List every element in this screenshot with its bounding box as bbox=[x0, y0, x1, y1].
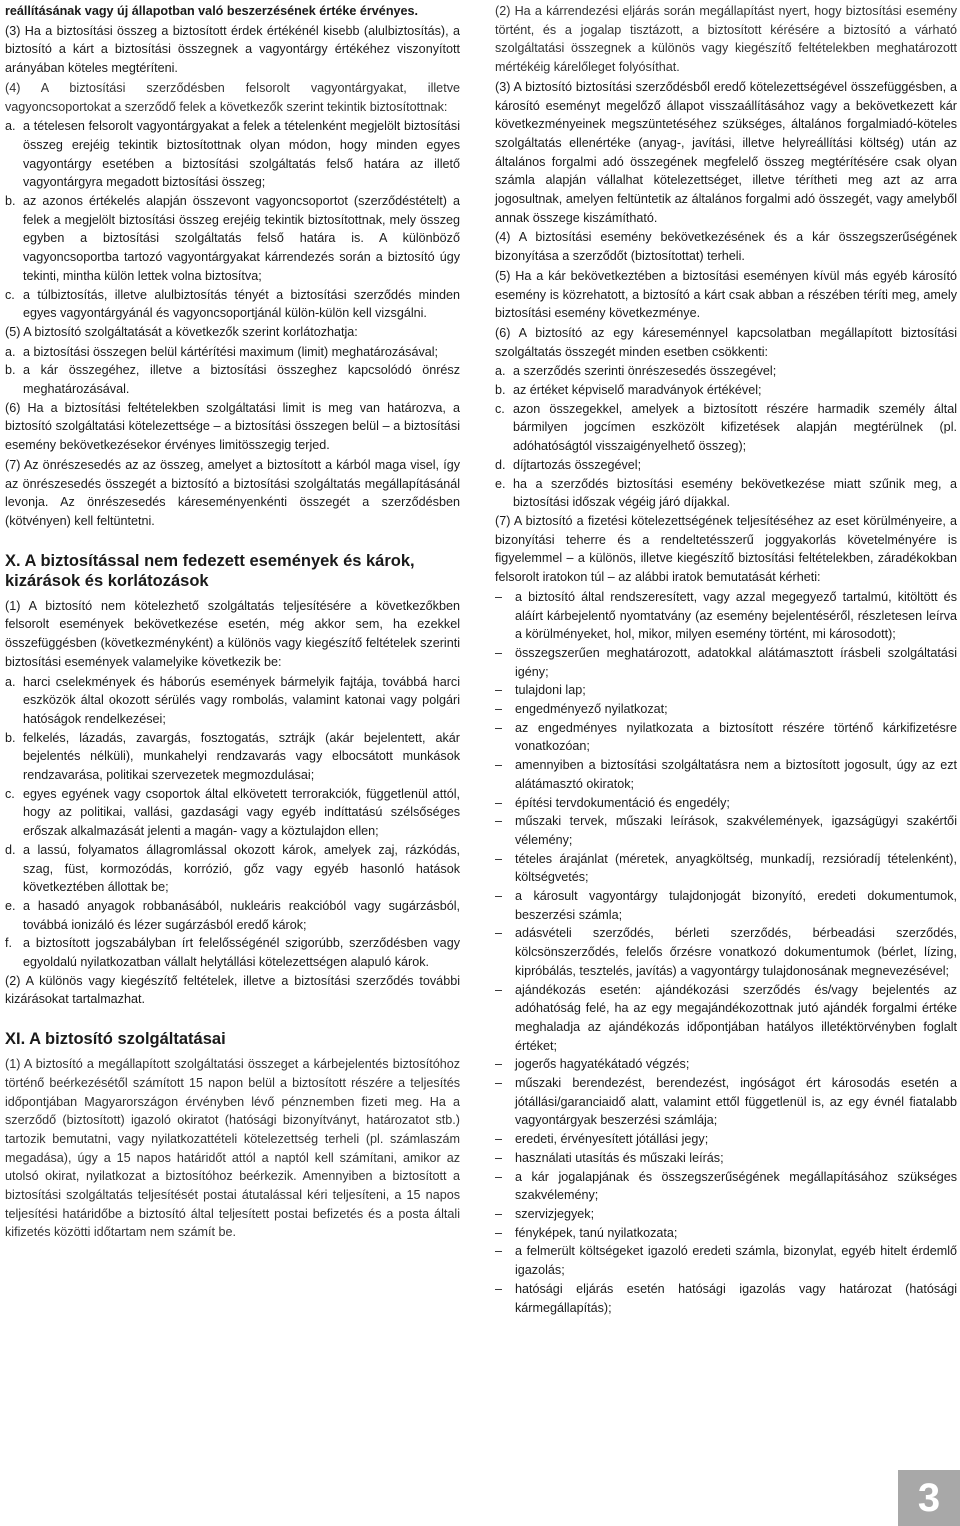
list-item bbox=[5, 673, 460, 729]
list-item-label: a. bbox=[5, 674, 16, 689]
list-item-text: szervizjegyek; bbox=[515, 1207, 595, 1221]
dash-bullet: – bbox=[495, 702, 503, 717]
section-xi-heading: XI. A biztosító szolgáltatásai bbox=[5, 1030, 226, 1049]
list-item-text: felkelés, lázadás, zavargás, fosztogatás, sztrájk (akár bejelentett, akár bejelentés nélküli), munkahelyi rendzavarás vagy elbocsátott munkások rendzavarása, politikai szervezetek megmozdulásai; bbox=[23, 730, 460, 783]
list-item bbox=[5, 192, 460, 286]
list-item-text: tételes árajánlat (méretek, anyagköltség, munkadíj, rezsióradíj tételenként), költségvetés; bbox=[515, 851, 957, 885]
list-item-text: amennyiben a biztosítási szolgáltatásra nem a biztosított jogosult, úgy az ezt alátámasztó okiratok; bbox=[515, 758, 957, 791]
dash-bullet: – bbox=[495, 1057, 503, 1072]
list-item-label: b. bbox=[5, 363, 16, 378]
list-item-label: b. bbox=[5, 194, 16, 209]
list-item bbox=[5, 729, 460, 785]
section-xi-paragraph-1: (1) A biztosító a megállapított szolgáltatási összeget a kárbejelentés biztosítóhoz történő beérkezésétől számított 15 napon belül a biztosított részére a teljesítés időpontjában Magyarországon érvényben lévő pénznemben fizeti meg. Ha a szerződő (biztosított) igazoló okiratot (hatósági bizonyítványt, határozatot stb.) tartozik bemutatni, vagy nyilatkozattételi kötelezettség terheli (pl. számlaszám megadása), úgy a 15 napos határidőt attól a naptól kell számítani, amikor az utolsó okirat, nyilatkozat a biztosítóhoz beérkezik. Amennyiben a biztosított a biztosítási szolgáltatás teljesítését postai átutalással kéri teljesíteni, a 15 napos teljesítési határidőbe a biztosító által teljesített postai befizetés és a posta általi kifizetés közötti időtartam nem számít be. bbox=[5, 1057, 460, 1240]
list-item-text: harci cselekmények és háborús események bármelyik fajtája, továbbá harci eszközök által okozott sérülés vagy rombolás, valamint katonai vagy polgári hatóságok rendelkezései; bbox=[23, 674, 460, 726]
page-number: 3 bbox=[898, 1470, 960, 1526]
required-documents-list bbox=[495, 588, 957, 1317]
list-item-label: c. bbox=[5, 287, 15, 302]
section-x-paragraph-2: (2) A különös vagy kiegészítő feltételek, illetve a biztosítási szerződés további kizárásokat tartalmazhat. bbox=[5, 973, 460, 1007]
list-item-text: egyes egyének vagy csoportok által elkövetett terrorakciók, függetlenül attól, hogy az politikai, vallási, gazdasági vagy egyéb indíttatású szélsőséges erőszak alkalmazását jelenti a magán- vagy a köztulajdon ellen; bbox=[23, 786, 460, 839]
section-x-paragraph-1: (1) A biztosító nem kötelezhető szolgáltatás teljesítésére a következőkben felsorolt események bekövetkezése esetén, még akkor sem, ha ezekkel összefüggésben (következményként) a különös vagy kiegészítő feltételek szerinti biztosítási események valamelyike következik be: bbox=[5, 598, 460, 669]
dash-bullet: – bbox=[495, 1281, 503, 1296]
list-item bbox=[495, 700, 957, 719]
list-item-label: b. bbox=[495, 383, 506, 398]
paragraph-7: (7) Az önrészesedés az az összeg, amelyet a biztosított a kárból maga visel, így az önrészesedés összegét a biztosító a biztosítási szolgáltatás megállapításánál levonja. Az önrészesedés káreseményenkénti összegét a szerződésben (kötvényen) kell feltüntetni. bbox=[5, 457, 460, 528]
list-item bbox=[495, 850, 957, 887]
list-item bbox=[495, 588, 957, 644]
dash-bullet: – bbox=[495, 1076, 503, 1091]
list-item-text: a biztosítási összegen belül kártérítési maximum (limit) meghatározásával; bbox=[23, 344, 439, 359]
list-item bbox=[495, 381, 957, 400]
list-item-text: összegszerűen meghatározott, adatokkal alátámasztott írásbeli szolgáltatási igény; bbox=[515, 645, 957, 679]
list-item-text: a károsult vagyontárgy tulajdonjogát bizonyító, eredeti dokumentumok, beszerzési számla; bbox=[515, 889, 957, 922]
list-item-text: az azonos értékelés alapján összevont vagyoncsoportot (szerződéstételt) a felek a megjelölt biztosítási összeg erejéig tekintik biztosítottnak, mely összeg egyben a biztosítási szolgáltatás felső határa is. A különböző vagyoncsoportba tartozó vagyontárgyakat kárrendezés során a biztosító úgy tekinti, mintha külön lettek volna biztosítva; bbox=[23, 194, 460, 283]
list-item-text: eredeti, érvényesített jótállási jegy; bbox=[515, 1132, 709, 1147]
list-item bbox=[495, 794, 957, 813]
dash-bullet: – bbox=[495, 1169, 503, 1184]
list-item bbox=[5, 934, 460, 971]
list-item-text: az értéket képviselő maradványok értékével; bbox=[513, 383, 762, 398]
list-item-text: adásvételi szerződés, bérleti szerződés, bérbeadási szerződés, kölcsönszerződés, felelős őrzésre vonatkozó dokumentumok (bérlet, lízing, kipróbálás, tesztelés, javítás) a vagyontárgy tulajdonosának megnevezésével; bbox=[515, 926, 957, 978]
right-paragraph-2: (2) Ha a kárrendezési eljárás során megállapítást nyert, hogy biztosítási esemény történt, és a jogalap tisztázott, a biztosított kérésére a biztosító a várható szolgáltatási összegnek a különös vagy kiegészítő feltételekben meghatározott mértékéig kárelőleget folyósíthat. bbox=[495, 4, 957, 75]
list-item bbox=[495, 1224, 957, 1243]
dash-bullet: – bbox=[495, 926, 503, 941]
list-item bbox=[495, 1130, 957, 1149]
section-x-list bbox=[5, 673, 460, 972]
right-paragraph-7: (7) A biztosító a fizetési kötelezettségének teljesítéséhez az eset körülményeire, a bizonyítási teherre és a rendeltetésszerű joggyakorlás követelményére is figyelemmel – a különös, illetve kiegészítő biztosítási feltételekben, záradékokban felsorolt iratokon túl – az alábbi iratok bemutatását kérheti: bbox=[495, 513, 957, 585]
right-paragraph-6: (6) A biztosító az egy káreseménnyel kapcsolatban megállapított biztosítási szolgáltatás összegét minden esetben csökkenti: bbox=[495, 325, 957, 359]
list-item bbox=[5, 897, 460, 934]
list-item bbox=[5, 343, 460, 362]
list-item-text: tulajdoni lap; bbox=[515, 683, 586, 698]
list-item-label: f. bbox=[5, 936, 12, 951]
list-item-text: műszaki tervek, műszaki leírások, szakvélemények, igazságügyi szakértői vélemény; bbox=[515, 814, 957, 847]
list-item bbox=[495, 1149, 957, 1168]
paragraph-4: (4) A biztosítási szerződésben felsorolt vagyontárgyakat, illetve vagyoncsoportokat a szerződő felek a következők szerint tekintik biztosítottnak: bbox=[5, 80, 460, 114]
list-item-text: jogerős hagyatékátadó végzés; bbox=[515, 1057, 690, 1072]
dash-bullet: – bbox=[495, 683, 503, 698]
list-item-label: a. bbox=[5, 344, 16, 359]
list-item-text: fényképek, tanú nyilatkozata; bbox=[515, 1225, 678, 1240]
dash-bullet: – bbox=[495, 1225, 503, 1240]
list-item-text: ha a szerződés biztosítási esemény bekövetkezése miatt szűnik meg, a biztosítási időszak végéig járó díjakkal. bbox=[513, 476, 957, 510]
list-item-text: a kár jogalapjának és összegszerűségének megállapításához szükséges szakvélemény; bbox=[515, 1169, 957, 1203]
right-paragraph-3: (3) A biztosító biztosítási szerződésből eredő kötelezettségével összefüggésben, a károsító eseményt megelőző állapot visszaállításához vagy a bekövetkezett kár következményeinek megszüntetéséhez szükséges, általános forgalmiadó-köteles szolgáltatás ellenértéke (anyag-, javítási, illetve helyreállítási költség) után az általános forgalmi adó összegének megfelelő összeg megtérítésére csak olyan számla alapján vállalhat kötelezettséget, illetve térítheti meg azt az arra jogosultnak, amelyen feltüntetik az általános forgalmi adó összegét, vagy amelyből annak összege kiszámítható. bbox=[495, 79, 957, 225]
list-item bbox=[495, 981, 957, 1056]
dash-bullet: – bbox=[495, 758, 503, 773]
list-item-label: d. bbox=[495, 457, 506, 472]
list-item bbox=[5, 361, 460, 398]
paragraph-3: (3) Ha a biztosítási összeg a biztosított érdek értékénél kisebb (alulbiztosítás), a biztosító a kárt a biztosítási összegnek a vagyontárgy értékéhez viszonyított arányában köteles megtéríteni. bbox=[5, 23, 460, 76]
paragraph-4-list bbox=[5, 117, 460, 323]
dash-bullet: – bbox=[495, 645, 503, 660]
dash-bullet: – bbox=[495, 589, 503, 604]
list-item-text: a biztosító által rendszeresített, vagy azzal megegyező tartalmú, kitöltött és aláírt kárbejelentő nyomtatvány (az esemény bejelentéséről, részletesen leírva a körülményeket, hol, mikor, milyen esemény történt, mi károsodott); bbox=[515, 589, 957, 642]
list-item bbox=[495, 400, 957, 456]
dash-bullet: – bbox=[495, 720, 503, 735]
list-item bbox=[495, 924, 957, 980]
list-item-text: építési tervdokumentáció és engedély; bbox=[515, 795, 730, 810]
dash-bullet: – bbox=[495, 795, 503, 810]
list-item-text: azon összegekkel, amelyek a biztosított részére harmadik személy által bármilyen jogcímen eszközölt kifizetések alapján megtérülnek (pl. adóhatóságtól visszaigényelhető összeg); bbox=[513, 401, 957, 454]
list-item-label: a. bbox=[495, 364, 506, 379]
section-x-heading: X. A biztosítással nem fedezett események és károk, kizárások és korlátozások bbox=[5, 551, 415, 590]
list-item-text: a hasadó anyagok robbanásából, nukleáris reakcióból vagy sugárzásból, továbbá ionizáló és lézer sugárzásból eredő károk; bbox=[23, 898, 460, 932]
dash-bullet: – bbox=[495, 1132, 503, 1147]
list-item-text: a tételesen felsorolt vagyontárgyakat a felek a tételenként megjelölt biztosítási összeg erejéig tekintik biztosítottnak olyan módon, hogy minden egyes vagyontárgy esetében a biztosítási szolgáltatás felső határa az illető vagyontárgyra megadott biztosítási összeg; bbox=[23, 119, 460, 190]
list-item bbox=[495, 812, 957, 849]
list-item-label: b. bbox=[5, 730, 16, 745]
dash-bullet: – bbox=[495, 1244, 503, 1259]
paragraph-5: (5) A biztosító szolgáltatását a következők szerint korlátozhatja: bbox=[5, 324, 358, 339]
list-item-text: díjtartozás összegével; bbox=[513, 457, 642, 472]
intro-text: reállításának vagy új állapotban való beszerzésének értéke érvényes. bbox=[5, 4, 419, 18]
list-item-text: használati utasítás és műszaki leírás; bbox=[515, 1150, 724, 1165]
list-item-label: a. bbox=[5, 119, 16, 134]
list-item-label: e. bbox=[495, 476, 506, 491]
right-paragraph-5: (5) Ha a kár bekövetkeztében a biztosítási eseményen kívül más egyéb károsító esemény is közrehatott, a biztosító a kárt csak abban a részében téríti meg, amely biztosítási esemény következménye. bbox=[495, 268, 957, 321]
list-item-text: a túlbiztosítás, illetve alulbiztosítás tényét a biztosítási szerződés minden egyes vagyontárgyánál és vagyoncsoportjánál külön-külön kell vizsgálni. bbox=[23, 287, 460, 321]
list-item-text: engedményező nyilatkozat; bbox=[515, 702, 668, 717]
right-paragraph-4: (4) A biztosítási esemény bekövetkezésének és a kár összegszerűségének bizonyítása a szerződőt (biztosítottat) terheli. bbox=[495, 230, 957, 264]
list-item bbox=[495, 719, 957, 756]
list-item-label: e. bbox=[5, 898, 16, 913]
dash-bullet: – bbox=[495, 814, 503, 829]
list-item bbox=[495, 887, 957, 924]
dash-bullet: – bbox=[495, 1150, 503, 1165]
list-item-label: d. bbox=[5, 842, 16, 857]
list-item-text: hatósági eljárás esetén hatósági igazolás vagy határozat (hatósági kármegállapítás); bbox=[515, 1281, 957, 1315]
list-item bbox=[5, 117, 460, 192]
list-item-text: a szerződés szerinti önrészesedés összegével; bbox=[513, 364, 777, 379]
list-item-label: c. bbox=[495, 401, 505, 416]
list-item-text: a felmerült költségeket igazoló eredeti számla, bizonylat, egyéb hitelt érdemlő igazolás; bbox=[515, 1244, 957, 1278]
list-item bbox=[495, 1074, 957, 1130]
list-item bbox=[495, 644, 957, 681]
list-item-text: műszaki berendezést, berendezést, ingóságot ért károsodás esetén a jótállási/garanciaidő alatt, valamint ettől függetlenül is, az egy évnél fiatalabb vagyontárgyak beszerzési számlája; bbox=[515, 1076, 957, 1128]
list-item bbox=[5, 286, 460, 323]
list-item bbox=[495, 1205, 957, 1224]
list-item bbox=[495, 1280, 957, 1317]
list-item-label: c. bbox=[5, 786, 15, 801]
list-item-text: a lassú, folyamatos állagromlással okozott károk, amelyek zaj, rázkódás, szag, füst, kormozódás, korrózió, gőz vagy egyéb hasonló hatások következtében állottak be; bbox=[23, 842, 460, 895]
dash-bullet: – bbox=[495, 982, 503, 997]
list-item bbox=[495, 1055, 957, 1074]
dash-bullet: – bbox=[495, 1207, 503, 1221]
list-item-text: az engedményes nyilatkozata a biztosított részére történő kárkifizetésre vonatkozóan; bbox=[515, 720, 957, 754]
list-item bbox=[5, 785, 460, 841]
list-item bbox=[5, 841, 460, 897]
left-column bbox=[5, 2, 460, 1243]
list-item bbox=[495, 681, 957, 700]
right-paragraph-6-list bbox=[495, 362, 957, 512]
list-item-text: ajándékozás esetén: ajándékozási szerződés és/vagy bejelentés az adóhatóság felé, ha az egy megajándékozottnak jutó ajándék forgalmi értéke meghaladja az ajándékozás időpontjában hatályos illetéktörvényben foglalt értéket; bbox=[515, 982, 957, 1053]
list-item-text: a kár összegéhez, illetve a biztosítási összeghez kapcsolódó önrész meghatározásával. bbox=[23, 363, 460, 397]
list-item bbox=[495, 475, 957, 512]
list-item-text: a biztosított jogszabályban írt felelősségénél szigorúbb, szerződésben vagy egyoldalú nyilatkozatban vállalt helytállási kötelezettségen alapuló károk. bbox=[23, 936, 460, 970]
list-item bbox=[495, 456, 957, 475]
right-column bbox=[495, 2, 957, 1317]
paragraph-6: (6) Ha a biztosítási feltételekben szolgáltatási limit is meg van határozva, a biztosító szolgáltatási kötelezettsége – a biztosítási összegen belül – a biztosítási esemény bekövetkezésekor érvényes limitösszegig terjed. bbox=[5, 400, 460, 453]
list-item bbox=[495, 1168, 957, 1205]
list-item bbox=[495, 756, 957, 793]
paragraph-5-list bbox=[5, 343, 460, 399]
dash-bullet: – bbox=[495, 851, 503, 866]
list-item bbox=[495, 362, 957, 381]
dash-bullet: – bbox=[495, 889, 503, 904]
list-item bbox=[495, 1242, 957, 1279]
